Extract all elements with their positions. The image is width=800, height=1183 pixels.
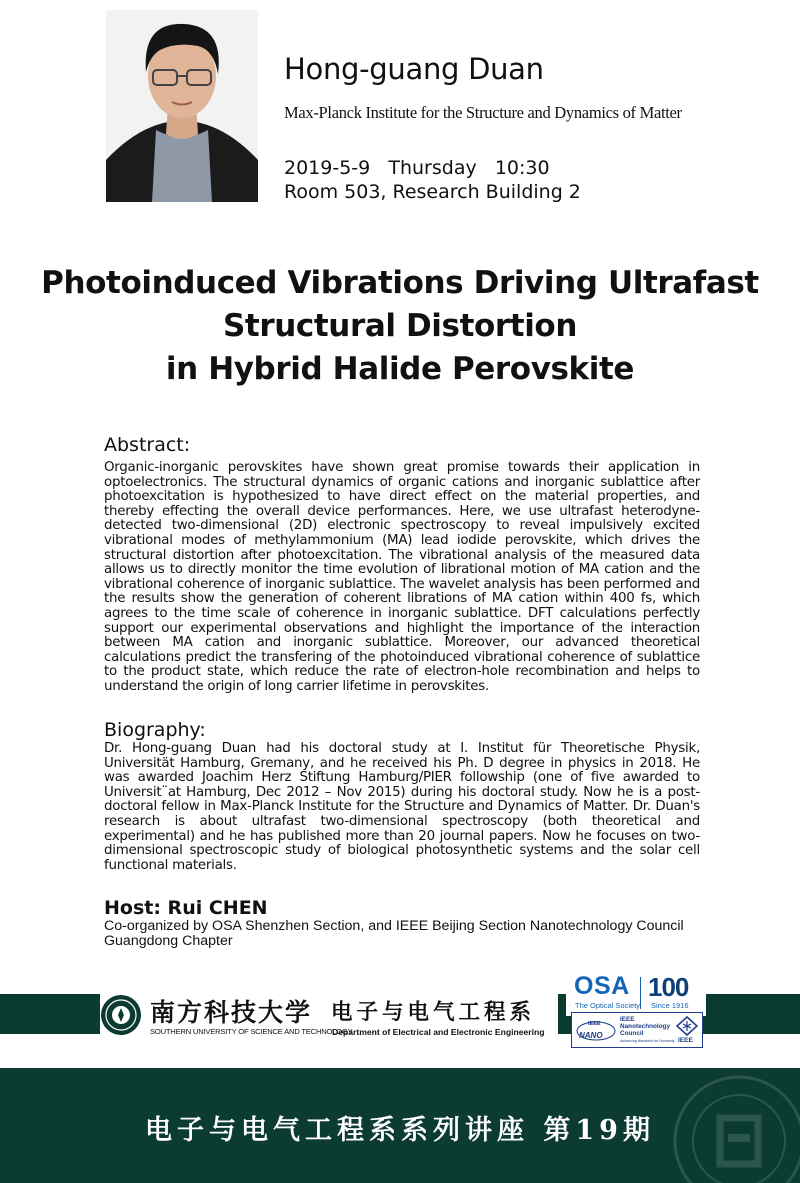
nano-ieee-small-label: IEEE bbox=[588, 1021, 601, 1027]
nano-council-name bbox=[620, 1016, 670, 1038]
biography-text: Dr. Hong-guang Duan had his doctoral study at I. Institut für Theoretische Physik, Universität Hamburg, Gremany, and he received his Ph. D degree in physics in 2018. He was awarded Joachim Herz Stiftung Hamburg/PIER followship (one of five awarded to Universit¨at Hamburg, Dec 2012 – Nov 2015) during his doctoral study. Now he is a post-doctoral fellow in Max-Planck Institute for the Structure and Dynamics of Matter. Dr. Duan's research is about ultrafast two-dimensional spectroscopy (both theoretical and experimental) and he has published more than 20 journal papers. Now he focuses on two-dimensional spectroscopic study of biological photosynthetic systems and the solar cell functional materials. bbox=[104, 741, 700, 873]
nano-wordmark: NANO bbox=[579, 1031, 603, 1040]
title-line: Structural Distortion bbox=[222, 308, 578, 344]
talk-location: Room 503, Research Building 2 bbox=[284, 181, 581, 203]
ieee-emblem-icon bbox=[676, 1016, 698, 1036]
nano-council-line: Council bbox=[620, 1030, 644, 1038]
osa-subtitle: The Optical Society bbox=[575, 1001, 641, 1010]
sustech-name-cn: 南方科技大学 bbox=[150, 998, 313, 1027]
speaker-name: Hong-guang Duan bbox=[284, 52, 544, 86]
ieee-label: IEEE bbox=[678, 1037, 693, 1044]
abstract-heading: Abstract: bbox=[104, 434, 191, 456]
talk-datetime: 2019-5-9 Thursday 10:30 bbox=[284, 157, 550, 179]
osa-wordmark: OSA bbox=[574, 972, 630, 1000]
speaker-photo bbox=[106, 10, 258, 202]
nano-council-line: IEEE bbox=[620, 1016, 635, 1023]
biography-heading: Biography: bbox=[104, 719, 206, 741]
nano-mark bbox=[576, 1019, 616, 1041]
title-line: in Hybrid Halide Perovskite bbox=[165, 351, 635, 387]
speaker-institute: Max-Planck Institute for the Structure and Dynamics of Matter bbox=[284, 103, 682, 122]
sustech-seal-icon bbox=[100, 994, 142, 1036]
lecture-series-title: 电子与电气工程系系列讲座 第19期 bbox=[145, 1115, 655, 1146]
osa-centennial: 100 bbox=[648, 972, 689, 1002]
osa-since: Since 1916 bbox=[651, 1001, 689, 1010]
department-name-en: Department of Electrical and Electronic Engineering bbox=[332, 1027, 545, 1037]
footer-banner bbox=[0, 1068, 800, 1183]
nano-council-line: Nanotechnology bbox=[620, 1023, 671, 1031]
talk-title bbox=[0, 262, 800, 391]
nano-tagline: Advancing Nanotech for Humanity bbox=[620, 1039, 675, 1043]
host-label: Host: Rui CHEN bbox=[104, 897, 268, 919]
ieee-nano-logo bbox=[571, 1012, 703, 1048]
title-line: Photoinduced Vibrations Driving Ultrafast bbox=[41, 265, 759, 301]
department-name-cn: 电子与电气工程系 bbox=[331, 1000, 536, 1025]
coorganizers-text: Co-organized by OSA Shenzhen Section, and IEEE Beijing Section Nanotechnology Council Guangdong Chapter bbox=[104, 918, 684, 949]
sustech-name-en: SOUTHERN UNIVERSITY OF SCIENCE AND TECHNOLOGY bbox=[150, 1027, 353, 1036]
abstract-text: Organic-inorganic perovskites have shown great promise towards their application in optoelectronics. The structural dynamics of organic cations and inorganic sublattice after photoexcitation is hypothesized to have direct effect on the material properties, and thereby effecting the overall device performances. Here, we use ultrafast heterodyne-detected two-dimensional (2D) electronic spectroscopy to reveal impulsively excited vibrational modes of methylammonium (MA) lead iodide perovskite, which drives the structural distortion after photoexcitation. The vibrational analysis of the measured data allows us to directly monitor the time evolution of librational motion of MA cation and the vibrational coherence of inorganic sublattice. The wavelet analysis has been performed and the results show the generation of coherent librations of MA cation within 400 fs, which agrees to the time scale of coherence in inorganic sublattice. DFT calculations perfectly support our experimental observations and highlight the importance of the interaction between MA cation and inorganic sublattice. Moreover, our advanced theoretical calculations predict the transfering of the photoinduced vibrational coherence of sublattice to the product state, which reduce the rate of electron-hole recombination and helps to understand the origin of long carrier lifetime in perovskites. bbox=[104, 460, 700, 694]
osa-divider bbox=[640, 977, 641, 1009]
